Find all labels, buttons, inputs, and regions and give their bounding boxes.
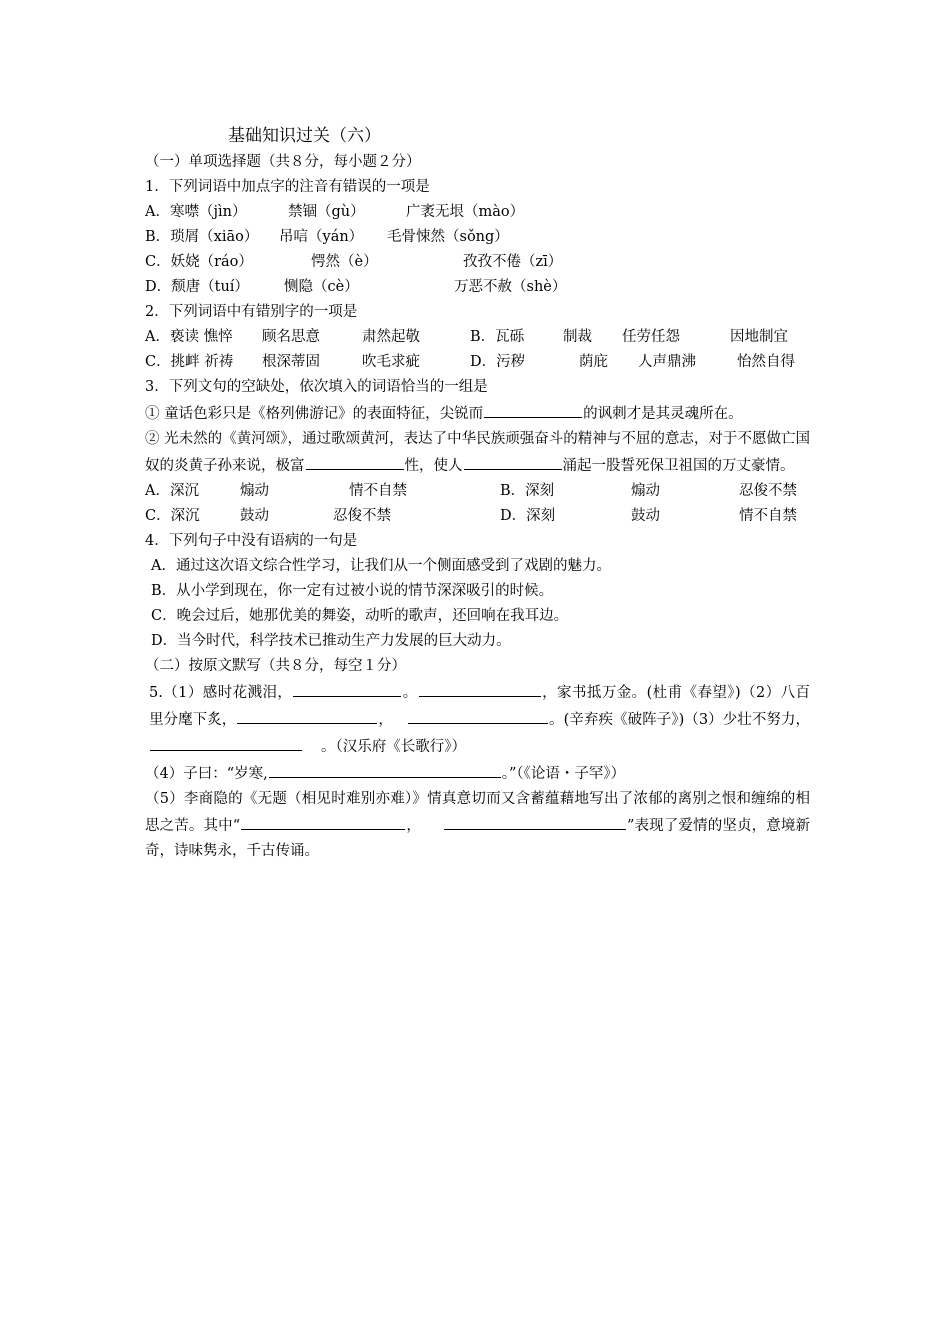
q5-blank-7[interactable]: [241, 812, 405, 830]
q1-c-3: 孜孜不倦（zī）: [463, 254, 563, 270]
q5-text-4: ，: [378, 712, 393, 728]
q4-option-d: D．当今时代，科学技术已推动生产力发展的巨大动力。: [151, 633, 511, 649]
q2-r1-4: B．瓦砾: [470, 329, 525, 345]
q5-text-9: （5）李商隐的《无题（相见时难别亦难）》情真意切而又含蓄蕴藉地写出了浓郁的离别之恨和缠绵的相思之苦。其中“: [145, 791, 810, 834]
q2-row-1: [145, 325, 810, 350]
q1-a-3: 广袤无垠（mào）: [406, 204, 525, 220]
question-1-stem: 1．下列词语中加点字的注音有错误的一项是: [145, 179, 430, 195]
q5-blank-5[interactable]: [150, 733, 302, 751]
q2-r1-2: 顾名思意: [262, 329, 320, 345]
q5-dictation: [145, 679, 810, 760]
q3-a-3: 情不自禁: [349, 483, 407, 499]
page-title: 基础知识过关（六）: [228, 126, 381, 146]
q1-option-a: [145, 200, 810, 225]
q5-item-4: [145, 760, 810, 787]
q3-options-ab: [145, 479, 810, 504]
q3-options-cd: [145, 504, 810, 529]
q4-option-b: B．从小学到现在，你一定有过被小说的情节深深吸引的时候。: [151, 583, 554, 599]
q2-r2-3: 吹毛求疵: [362, 354, 420, 370]
q5-blank-8[interactable]: [444, 812, 626, 830]
q1-c-1: C．妖娆（ráo）: [145, 254, 253, 270]
q3-c-2: 鼓动: [240, 508, 269, 524]
q1-option-b: [145, 225, 810, 250]
q5-blank-1[interactable]: [293, 679, 401, 697]
q2-r1-1: A．亵读 憔悴: [145, 329, 233, 345]
q5-text-2: 。: [402, 685, 418, 701]
q3-c-3: 忍俊不禁: [333, 508, 391, 524]
question-4-stem: 4．下列句子中没有语病的一句是: [145, 533, 358, 549]
q1-d-1: D．颓唐（tuí）: [145, 279, 249, 295]
q3-b-3: 忍俊不禁: [739, 483, 797, 499]
q2-r2-4: D．污秽: [470, 354, 526, 370]
worksheet: [145, 122, 810, 864]
section-heading-2: （二）按原文默写（共８分，每空１分）: [145, 658, 406, 674]
q3-s2-text-c: 涌起一股誓死保卫祖国的万丈豪情。: [562, 458, 795, 474]
q2-r2-7: 怡然自得: [737, 354, 795, 370]
q2-r1-3: 肃然起敬: [362, 329, 420, 345]
q2-r1-7: 因地制宜: [730, 329, 788, 345]
q1-b-2: 吊唁（yán）: [279, 229, 364, 245]
q5-blank-4[interactable]: [408, 706, 548, 724]
q5-text-7: （4）子曰：“岁寒,: [145, 766, 268, 782]
q4-option-c: C．晚会过后，她那优美的舞姿，动听的歌声，还回响在我耳边。: [151, 608, 569, 624]
question-2-stem: 2．下列词语中有错别字的一项是: [145, 304, 358, 320]
q3-s1-text-b: 的讽刺才是其灵魂所在。: [583, 406, 743, 422]
q1-d-2: 恻隐（cè）: [284, 279, 359, 295]
q2-row-2: [145, 350, 810, 375]
q3-a-2: 煽动: [240, 483, 269, 499]
question-3-stem: 3．下列文句的空缺处，依次填入的词语恰当的一组是: [145, 379, 488, 395]
q3-blank-3[interactable]: [464, 452, 562, 470]
q5-text-6: 。（汉乐府《长歌行》）: [321, 739, 466, 755]
q5-text-5: 。(辛弃疾《破阵子》)（3）少壮不努力，: [549, 712, 811, 728]
q3-blank-1[interactable]: [484, 400, 582, 418]
q3-s1-text-a: ① 童话色彩只是《格列佛游记》的表面特征，尖锐而: [145, 406, 484, 422]
q2-r2-6: 人声鼎沸: [638, 354, 696, 370]
q1-b-3: 毛骨悚然（sǒng）: [387, 229, 509, 245]
q3-sentence-1: [145, 400, 810, 427]
section-heading-1: （一）单项选择题（共８分，每小题２分）: [145, 154, 421, 170]
q5-text-3: ，家书抵万金。(杜甫《春望》)（2）八百里分麾下炙，: [149, 685, 811, 728]
q5-item-5: [145, 787, 810, 864]
q5-text-10: ，: [406, 818, 421, 834]
q2-r2-2: 根深蒂固: [262, 354, 320, 370]
q1-option-d: [145, 275, 810, 300]
q3-b-2: 煽动: [631, 483, 660, 499]
q3-d-2: 鼓动: [631, 508, 660, 524]
q2-r1-6: 任劳任怨: [622, 329, 680, 345]
q3-c-1: C．深沉: [145, 508, 200, 524]
q2-r2-1: C．挑衅 祈祷: [145, 354, 234, 370]
q5-blank-2[interactable]: [419, 679, 541, 697]
q3-s2-text-a: ② 光未然的《黄河颂》，通过歌颂黄河，表达了中华民族顽强奋斗的精神与不屈的意志，对于不愿做亡国奴的炎黄子孙来说，极富: [145, 431, 810, 474]
q3-s2-text-b: 性，使人: [404, 458, 463, 474]
q1-a-2: 禁锢（gù）: [288, 204, 365, 220]
q3-d-3: 情不自禁: [739, 508, 797, 524]
q5-blank-3[interactable]: [237, 706, 377, 724]
q3-b-1: B．深刻: [500, 483, 555, 499]
q2-r1-5: 制裁: [563, 329, 592, 345]
q3-d-1: D．深刻: [500, 508, 556, 524]
q3-a-1: A．深沉: [145, 483, 199, 499]
q5-text-11: ”表现了爱情的坚贞，意境新奇，诗味隽永，千古传诵。: [145, 818, 810, 859]
q1-option-c: [145, 250, 810, 275]
q3-sentence-2: [145, 427, 810, 479]
q3-blank-2[interactable]: [306, 452, 404, 470]
q5-text-8: 。”（《论语・子罕》）: [501, 766, 626, 782]
q4-option-a: A．通过这次语文综合性学习，让我们从一个侧面感受到了戏剧的魅力。: [151, 558, 611, 574]
q5-blank-6[interactable]: [269, 760, 501, 778]
q5-text-1: 5.（1）感时花溅泪，: [149, 685, 293, 701]
q1-d-3: 万恶不赦（shè）: [454, 279, 567, 295]
q2-r2-5: 荫庇: [579, 354, 608, 370]
q1-a-1: A．寒噤（jìn）: [145, 204, 247, 220]
q1-c-2: 愕然（è）: [311, 254, 378, 270]
q1-b-1: B．琐屑（xiāo）: [145, 229, 259, 245]
